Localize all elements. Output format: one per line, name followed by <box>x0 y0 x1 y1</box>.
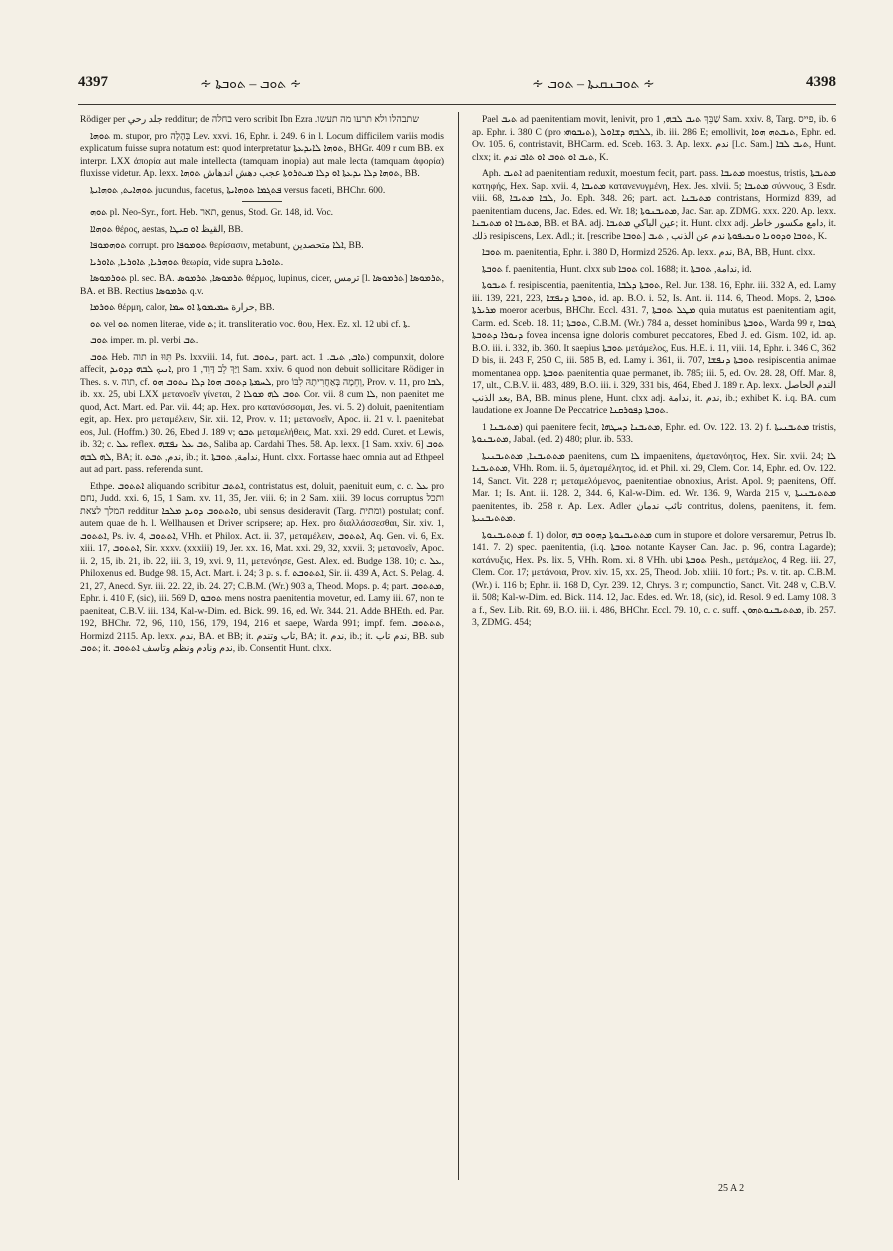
entry: ܬܘܒ imper. m. pl. verbi ܬܒ. <box>90 335 199 346</box>
entry: ܬܘܗܐܐ θέρος, aestas, القيظ ܐܘ ܩܝܛܐ, BB. <box>90 223 244 235</box>
entry: Rödiger per جلد رحي redditur; de בחלה vero scribit Ibn Ezra .שתבהלו ולא תרעו מה תעשו <box>80 114 419 125</box>
entry: ܬܘܗܡܘܦܐ corrupt. pro ܬܘܡܘܦܐ θερίσασιν, metabunt, ܐܠܐ متحصدين, BB. <box>90 240 364 251</box>
entry: Pael ܬܝܒ ad paenitentiam movit, lenivit, pro שַׁבֵּךְ ܬܝܒ ܠܒܗ, 1 Sam. xxiv. 8, Targ. פייס, ib. 6 ap. Ephr. i. 380 C (pro ܬܝܒܘܗܝ), ܠܠܒܗ ܕܫܐܘܠ, ib. iii. 286 E; emollivit, ܬܝܒܬܗ ܗܘܐ, Ephr. ed. Ov. 105. 6, contristavit, BHCarm. ed. Sceb. 163. 3. Ap. lexx. ندم [l.c. Sam.] ܬܝܒ ܠܒܐ, Hunt. clxx; it. ܬܝܒ ܐܘ ܬܘܒ ܐܘ ܬܐܒ ندم, K. <box>472 114 836 163</box>
running-head-left: ∻ ܬܘܒ – ܬܘܒܬܐ ∻ <box>200 77 302 92</box>
entry: Ethpe. ܐܬܬܘܒ aliquando scribitur ܐܬܬܒ, contristatus est, doluit, paenituit eum, c. c. ܥܠ pro נחם, Judd. xxi. 6, 15, 1 Sam. xv. 11, 35, Jer. viii. 6; in 2 Sam. xiii. 39 locus corruptus ותכל המלך לצאת redditur ܘܐܬܬܘܒ ܕܘܝܕ ܡܠܟܐ, ubi sensus desideravit (Targ. ומתית) postulat; conf. autem quae de h. l. Wellhausen et Driver scripsere; ap. Hex. pro διαλλάσσεσθαι, Sir. xiv. 1, ܐܬܬܘܒ, Ps. iv. 4, ܐܬܬܘܒ, VHh. et Philox. Act. ii. 37, μεταμέλειν, ܐܬܬܘܒ, Aq. Gen. vi. 6, Ex. xiii. 17, ܐܬܬܘܒ, Sir. xxxv. (xxxiii) 19, Jer. xx. 16, Mat. xxi. 29, 32, xxvii. 3; μετανοεῖν, Apoc. ii. 2, 15, ib. 21, ib. 22, iii. 3, 19, xvi. 9, 11, μετενόησε, Gest. Alex. ed. Budge 138. 10; c. ܥܠ, Philoxenus ed. Budge 98. 15, Act. Mart. i. 24; 3 p. s. f. ܐܬܬܘܒܬ, Sir. ii. 439 A, Act. S. Pelag. 4. 21, 27, Anecd. Syr. iii. 22. 22, ib. 24. 27; C.B.M. (Wr.) 903 a, Theod. Mops. p. 4; part. ܡܬܬܘܒ, Ephr. i. 410 F, (sic), iii. 569 D, ܬܘܒܘ mens nostra paenitentia movetur, ed. Lamy iii. 67, non te paeniteat, C.B.V. iii. 134, Kal-w-Dim. ed. Bick. 99. 16, ed. Wr. 344. 21. Adde BHEth. ed. Par. 192, BHChr. 72, 96, 110, 156, 179, 194, 216 et saepe, Warda 991; impf. fem. ܬܬܬܘܒ, Hormizd 2115. Ap. lexx. ندم, BA. et BB; it. تاب وتندم, BA; it. ندم, ib.; it. ندم تاب, BB. sub ܬܘܒ; it. ندم ونادم ونظم وتاسف ܐܬܬܘܒ, ib. Consentit Hunt. clxx. <box>80 480 444 654</box>
entry: ܬܘ vel ܬܘ nomen literae, vide ܬ; it. transliteratio voc. θου, Hex. Ez. xl. 12 ubi cf. ܬܐ. <box>90 318 411 330</box>
entry: ܡܬܝܒܢܐ 1) qui paenitere fecit, ܡܬܝܒܢܐ ܕܚܛܗܐ, Ephr. ed. Ov. 122. 13. 2) f. ܡܬܝܒܢܝܬܐ tristis, ܡܬܝܒܢܘܬܐ, Jabal. (ed. 2) 480; plur. ib. 533. <box>472 421 836 445</box>
entry: ܬܘܪܡܐ θέρμη, calor, حرارة ܚܡܝܡܘܬܐ ܐܘ ܚܡܐ, BB. <box>90 302 275 313</box>
entry: ܬܘܒ Heb. תוה in תִּוּוּ Ps. lxxviii. 14, fut. ܢܬܘܒ, part. act. ܬܐܒ, ܬܝܒ. 1) compunxit, dolore affecit, ܐܢܝܟ ܠܒܗ ܕܕܘܝܕ, pro וַיַּךְ לֵב דָּוִד, 1 Sam. xxiv. 6 quod non debuit sollicitare Rödiger in Thes. s. v. תוה, cf. ܠܚܡܬܐ ܕܬܘܒ ܗܘܐ ܕܠܐ ܢܬܘܒ ܗܘ, pro וְחֵמָה בְּאַחֲרִיתָהּ לִבּוֹ, Prov. v. 11, pro ܠܒܐ, ib. xx. 25, ubi LXX μετανοεῖν γίνεται, ܬܘܒ ܠܗ ܡܘܠܐ 2 Cor. vii. 8 cum ܠܐ, non paenitet me quod, Act. Mart. ed. Par. vii. 44; ap. Hex. pro κατανύσσομαι, Jes. vi. 5. 2) doluit, paenitentiam egit, ap. Hex. pro μεταμέλειν, Sir. xii. 12, Prov. v. 11; μετανοεῖν, Apoc. ii. 21 v. l. paenitebat eos, Jul. (Hoffm.) 30. 26, Ebed J. 189 v; ܬܒܘ μεταμελήθεις, Mat. xxi. 29 edd. Curet. et Lewis, ib. 32; c. ܥܠ reflex. ܬܒ ܥܠ ܢܦܫܗ, Saliba ap. Cardahi Thes. 58. Ap. lexx. [1 Sam. xxiv. 6] ܬܘܒ ܠܗ ܠܒܗ, BA; it. ندم, ܬܒܬ, ib.; it. ندامة, ܬܘܒܬܐ, Hunt. clxx. Fortasse haec omnia aut ad Ethpeel aut ad part. pass. referenda sunt. <box>80 351 444 475</box>
entry: ܬܘܗ pl. Neo-Syr., fort. Heb. תאר, genus, Stod. Gr. 148, id. Voc. <box>90 207 334 218</box>
column-divider <box>458 112 459 1180</box>
section-rule <box>242 201 282 202</box>
entry: ܬܝܒܘܬܐ f. resipiscentia, paenitentia, ܬܘܒܬܐ ܕܠܒܐ, Rel. Jur. 138. 16, Ephr. iii. 332 A, ed. Lamy iii. 139, 221, 223, ܬܘܒܬܐ ܕܢܦܫܐ, id. ap. B.O. i. 52, Is. Ant. ii. 114. 6, Theod. Mops. 2, ܬܘܒܬܐ ܡܪܝܪܬܐ moeror acerbus, BHChr. Eccl. 431. 7, ܡܛܠ ܬܘܒܬܐ quia mutatus est paenitentiam agit, Carm. ed. Sceb. 18. 11; ܬܘܒܬܐ, C.B.M. (Wr.) 784 a, desset hominibus ܬܘܒܬܐ, Warda 99 r, ܓܘܒܐ ܕܢܘܪܐ ܕܬܘܒܬܐ fovea incensa igne doloris comburet peccatores, Ebed J. ed. Gism. 102, id. ap. B.O. iii. i. 332, ib. 360. It saepius ܬܘܒܬܐ μετάμελος, Eus. H.E. i. 11, viii. 14, Ephr. i. 346 C, 362 D bis, ii. 243 F, 250 C, iii. 585 B, ed. Lamy i. 361, ii. 707, ܬܘܒܬܐ ܕܢܦܫܐ resipiscentia animae momentanea opp. ܬܘܒܬܐ paenitentia quae permanet, ib. 785; iii. 5, ed. Ov. 28. 28, Off. Mar. 8, 17, ult., C.B.V. ii. 483, 489, B.O. iii. i. 329, 331 bis, 464, Ebed J. 189 r. Ap. lexx. الندم الحاصل بعد الذنب, BA, BB. minus plene, Hunt. clxx adj. ندامة, it. ندم, ib.; exhibet K. i.q. BA. cum laudatione ex Joanne De Peccatrice ܬܘܒܬܐ ܕܦܘܪܩܢܐ. <box>472 280 836 416</box>
entry: ܬܘܗܪܝܐ, ܬܐܘܪܝܐ, ܬܐܘܪܝܐ θεωρία, vide supra ܬܐܘܪܝܐ. <box>90 256 284 268</box>
signature-mark: 25 A 2 <box>718 1183 745 1194</box>
page-number-left: 4397 <box>78 74 108 90</box>
entry: ܬܘܗܐ m. stupor, pro בְּהָלָה Lev. xxvi. 16, Ephr. i. 249. 6 in l. Locum difficilem variis modis explicatum fuisse supra notatum est: quod interpretatur ܬܘܗܐ ܠܐܝܕܥܬܐ, BHGr. 409 r cum BB. ex interpr. LXX ἀπορία aut male intellecta (tamquam inopia) aut male lecta (tamquam ἀφορία) fluxisse videtur. Ap. lexx. ܬܘܗܐ ܕܠܐ ܝܕܥܬܐ ܐܘ ܕܠܐ ܡܝܬܪܘܬܐ عجب دهش اندهاش ܬܘܗܐ, BB. <box>80 130 444 179</box>
header-rule <box>78 104 836 105</box>
entry: ܬܘܒܐ m. paenitentia, Ephr. i. 380 D, Hormizd 2526. Ap. lexx. ندم, BA, BB, Hunt. clxx. <box>482 247 816 258</box>
running-head-right: ∻ ܬܘܒܢܩܝܬܐ – ܬܘܒ ∻ <box>532 77 655 92</box>
entry: ܬܘܗܐܝܬ, ܬܘܗܐܝܬܐ jucundus, facetus, ܦܬܓܡܐ ܬܘܗܐܝܬܐ versus faceti, BHChr. 600. <box>90 184 386 196</box>
left-column <box>80 114 444 1184</box>
entry: ܬܘܒܬܐ f. paenitentia, Hunt. clxx sub ܬܘܒܐ col. 1688; it. ندامة, ܬܘܒܬܐ, id. <box>482 263 752 275</box>
entry: ܡܬܬܝܒܢܐ, ܡܬܬܝܒܢܝܬܐ paenitens, cum ܠܐ impaenitens, ἀμετανόητος, Hex. Sir. xvii. 24; ܠܐ ܡܬܬܝܒܢܐ, VHh. Rom. ii. 5, ἀμεταμέλητος, id. et Phil. xi. 29, Clem. Cor. 14, Ephr. ed. Ov. 122. 14, Sanct. Vit. 228 r; μεταμελόμενος, paenitentiae obnoxius, Arist. Apol. 9; paenitens, Off. Mar. 1; Is. Ant. ii. 128. 2, 344. 6, Kal-w-Dim. ed. Wr. 136. 9, Warda 215 v, ܡܬܬܝܒܢܝܬܐ paenitentes, ib. 258 r. Ap. Lex. Adler تائب ندمان contritus, dolens, paenitens, it. fem. ܡܬܬܝܒܢܝܬܐ. <box>472 450 836 524</box>
entry: Aph. ܐܬܝܒ ad paenitentiam reduxit, moestum fecit, part. pass. ܡܬܝܒܐ moestus, tristis, ܡܬܝܒܬܐ κατηφής, Hex. Sap. xvii. 4, ܡܬܝܒܐ κατανενυγμένη, Hex. Jes. xlvii. 5; ܡܬܝܒܐ σύννους, 3 Esdr. viii. 68, ܠܒܐ ܡܬܝܒܐ, Jo. Eph. 348. 26; part. act. ܡܬܝܒܢܐ contristans, Hormizd 839, ad paenitentiam ducens, Jac. Edes. ed. Wr. 18; ܡܬܝܒܢܘܬܐ, Jac. Sar. ap. ZDMG. xxx. 220. Ap. lexx. ܡܬܝܒܐ ܐܘ ܡܬܝܒܢܐ, BB. et BA. adj. عين الباكي ܡܬܝܒܐ; it. Hunt. clxx adj. دامع مكسور خاطر, it. ذلك resipiscens, Lex. Adl.; it. [rescribe ܬܘܒܐ] ܬܘܒܐ ܘܕܘܘܢܐ ܘܢܟܝܦܘܬܐ ندم عن الذنب , ܬܝܒ, K. <box>472 168 836 242</box>
page-number-right: 4398 <box>806 74 836 90</box>
page-header <box>78 72 836 100</box>
entry: ܡܬܬܝܒܢܘܬܐ f. 1) dolor, ܡܬܬܝܒܢܘܬܐ ܕܗܘܘ ܒܗ cum in stupore et dolore versaremur, Petrus Ib. 141. 7. 2) spec. paenitentia, (i.q. ܬܘܒܬܐ notante Kayser Can. Jac. p. 96, contra Lagarde); κατάνυξις, Hex. Ps. lix. 5, VHh. Rom. xi. 8 VHh. ubi ܬܘܒܬܐ Pesh., μετάμελος, 4 Reg. iii. 27, Clem. Cor. 17; μετάνοια, Prov. xiv. 15, xx. 25, Theod. Job. xliii. 10 fort.; Ps. v. tit. ap. C.B.M. (Wr.) i. 116 b; Ephr. ii. 168 D, Cyr. 239. 12, Chrys. 3 r; compunctio, Sanct. Vit. 248 v, C.B.V. ii. 508; Kal-w-Dim. ed. Bick. 114. 12, Jac. Edes. ed. Wr. 18, (sic), id. Resol. 9 ed. Lamy 108. 3 a f., Sev. Lib. Rit. 69, B.O. iii. i. 486, BHChr. Eccl. 79. 10, c. c. suff. ܡܬܬܝܒܢܘܬܗܘܢ, ib. 257. 3, ZDMG. 454; <box>472 529 836 628</box>
right-column <box>472 114 836 1184</box>
entry: ܬܘܪܡܘܣܐ pl. sec. BA. ܬܪܡܘܣܐ, ܬܪܡܘܣ θέρμος, lupinus, cicer, ترمس [l. ܬܪܡܘܣܐ] ܬܪܡܘܣܐ, BA. et BB. Rectius ܬܪܡܘܣܐ q.v. <box>80 273 444 297</box>
